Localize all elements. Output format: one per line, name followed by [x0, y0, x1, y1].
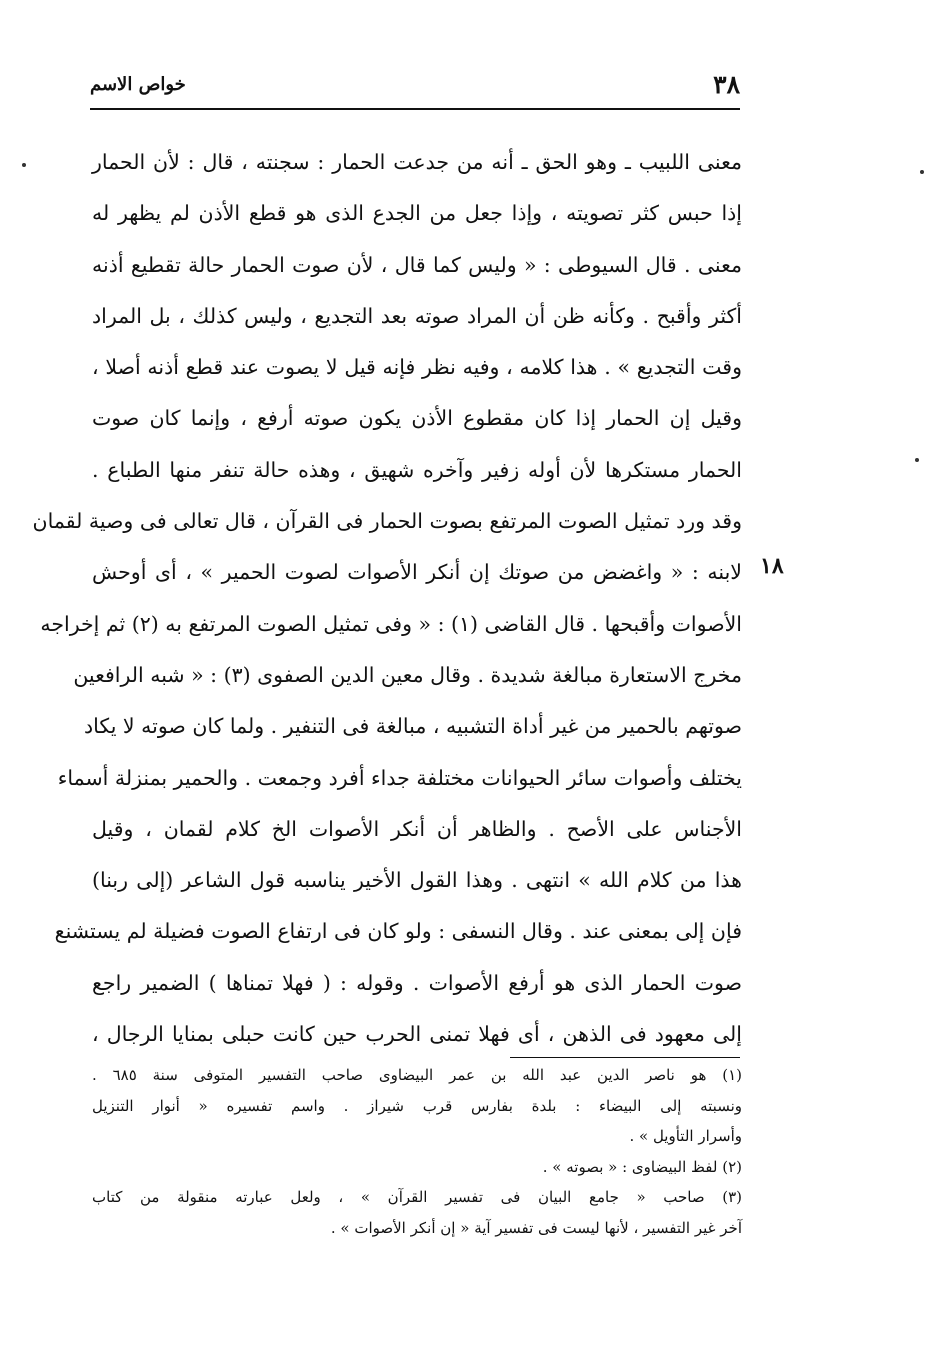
margin-line-number: ١٨: [760, 553, 784, 579]
text-line: صوتهم بالحمير من غير أداة التشبيه ، مبالغة فى التنفير . ولما كان صوته لا يكاد: [84, 714, 742, 739]
scan-speck: [920, 170, 924, 174]
text-line: يختلف وأصوات سائر الحيوانات مختلفة جداء أفرد وجمعت . والحمير بمنزلة أسماء: [57, 765, 742, 790]
footnote-line: (٣) صاحب « جامع البيان فى تفسير القرآن » ، ولعل عبارته منقولة من كتاب: [92, 1188, 742, 1207]
text-line: فإن إلى بمعنى عند . وقال النسفى : ولو كان فى ارتفاع الصوت فضيلة لم يستشنع: [54, 919, 742, 944]
text-line: الحمار مستكرها لأن أوله زفير وآخره شهيق ، وهذه حالة تنفر منها الطباع .: [92, 457, 742, 482]
text-line: إذا حبس كثر تصويته ، وإذا جعل من الجدع الذى هو قطع الأذن لم يظهر له: [92, 201, 742, 226]
text-line: صوت الحمار الذى هو أرفع الأصوات . وقوله : ( فهلا تمناها ) الضمير راجع: [92, 970, 742, 995]
text-line: معنى اللبيب ـ وهو الحق ـ أنه من جدعت الحمار : سجنته ، قال : لأن الحمار: [92, 150, 742, 174]
text-line: إلى معهود فى الذهن ، أى فهلا تمنى الحرب حين كانت حبلى بمنايا الرجال ،: [92, 1022, 742, 1047]
body-text: [32, 142, 742, 1065]
scan-speck: [22, 163, 26, 167]
footnote-line: آخر غير التفسير ، لأنها ليست فى تفسير آية « إن أنكر الأصوات » .: [330, 1218, 742, 1237]
running-title: خواص الاسم: [90, 74, 186, 95]
footnote-rule: [510, 1057, 740, 1058]
text-line: الأجناس على الأصح . والظاهر أن أنكر الأصوات الخ كلام لقمان ، وقيل: [92, 816, 742, 841]
page-header: [90, 70, 740, 106]
text-line: الأصوات وأقبحها . قال القاضى (١) : « وفى تمثيل الصوت المرتفع به (٢) ثم إخراجه: [40, 611, 742, 636]
footnote-line: وأسرار التأويل » .: [629, 1127, 742, 1146]
text-line: وقد ورد تمثيل الصوت المرتفع بصوت الحمار فى القرآن ، قال تعالى فى وصية لقمان: [32, 509, 742, 534]
header-rule: [90, 108, 740, 110]
scan-speck: [915, 458, 919, 462]
footnote-line: (٢) لفظ البيضاوى : « بصوته » .: [542, 1157, 742, 1176]
text-line: أكثر وأقبح . وكأنه ظن أن المراد صوته بعد التجديع ، وليس كذلك ، بل المراد: [92, 303, 742, 328]
text-line: هذا من كلام الله » انتهى . وهذا القول الأخير يناسبه قول الشاعر (إلى ربنا): [92, 868, 742, 893]
text-line: وقت التجديع » . هذا كلامه ، وفيه نظر فإنه قيل لا يصوت عند قطع أذنه أصلا ،: [92, 355, 742, 380]
footnote-line: ونسبته إلى البيضاء : بلدة بفارس قرب شيراز . واسم تفسيره « أنوار التنزيل: [92, 1096, 742, 1115]
text-line: لابنه : « واغضض من صوتك إن أنكر الأصوات لصوت الحمير » ، أى أوحش: [92, 560, 742, 585]
text-line: وقيل إن الحمار إذا كان مقطوع الأذن يكون صوته أرفع ، وإنما كان صوت: [92, 406, 742, 431]
text-line: مخرج الاستعارة مبالغة شديدة . وقال معين الدين الصفوى (٣) : « شبه الرافعين: [73, 662, 742, 687]
footnote-line: (١) هو ناصر الدين عبد الله بن عمر البيضاوى صاحب التفسير المتوفى سنة ٦٨٥ .: [92, 1066, 742, 1084]
footnotes: [92, 1062, 742, 1246]
page-number: ٣٨: [713, 70, 740, 99]
text-line: معنى . قال السيوطى : « وليس كما قال ، لأن صوت الحمار حالة تقطيع أذنه: [92, 252, 742, 277]
